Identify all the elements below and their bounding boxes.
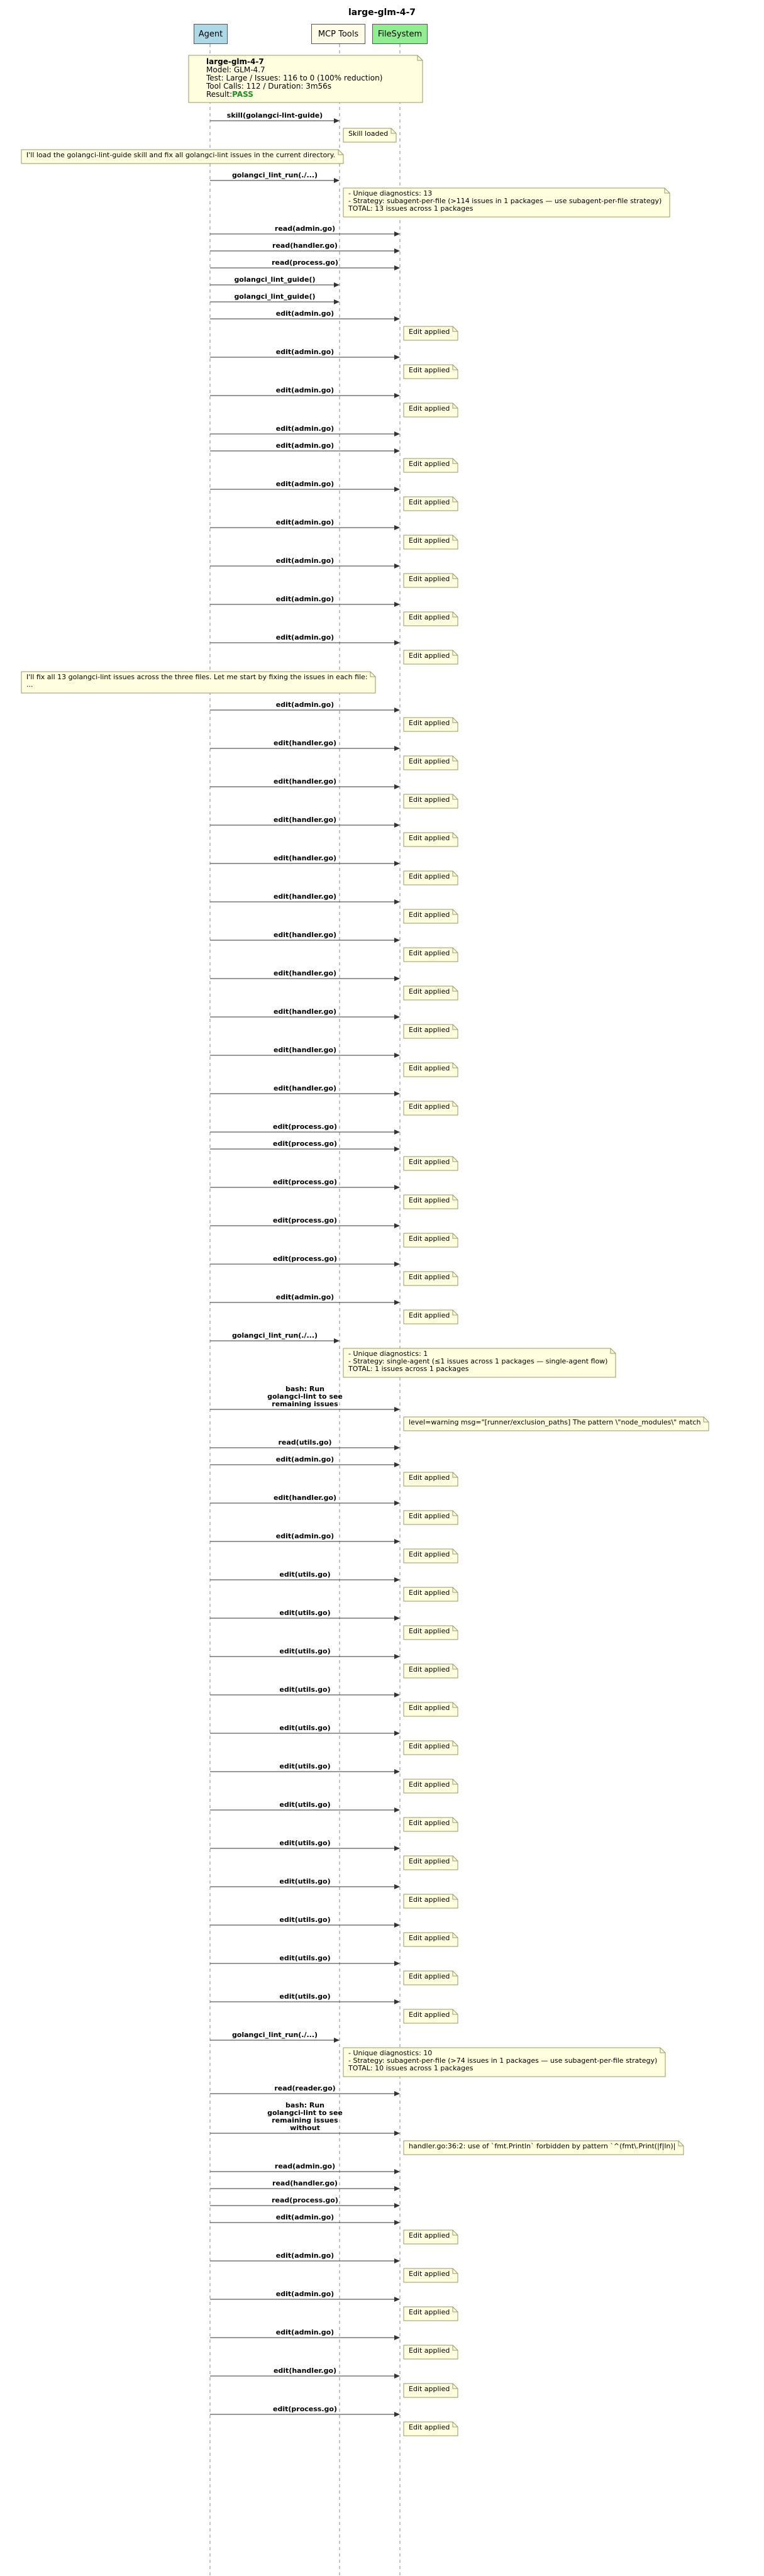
note-text: Edit applied bbox=[409, 366, 450, 374]
message-label: edit(utils.go) bbox=[279, 1570, 331, 1579]
note-text: I'll load the golangci-lint-guide skill and fix all golangci-lint issues in the current directory. bbox=[26, 151, 336, 159]
message-label: edit(process.go) bbox=[273, 1123, 337, 1131]
message-arrow-head bbox=[334, 1338, 340, 1343]
note-text: - Strategy: single-agent (≤1 issues across 1 packages — single-agent flow) bbox=[348, 1357, 608, 1365]
note-text: Edit applied bbox=[409, 328, 450, 336]
message-label: edit(admin.go) bbox=[275, 2328, 335, 2336]
note-text: Edit applied bbox=[409, 575, 450, 583]
message-arrow-head bbox=[394, 2297, 400, 2302]
note-text: Edit applied bbox=[409, 1589, 450, 1597]
message-arrow-head bbox=[334, 299, 340, 304]
message-label: read(handler.go) bbox=[272, 2179, 338, 2187]
note-text: Edit applied bbox=[409, 1102, 450, 1111]
message-arrow-head bbox=[394, 1923, 400, 1928]
note-text: Edit applied bbox=[409, 834, 450, 842]
note-text: Edit applied bbox=[409, 1665, 450, 1674]
message-arrow-head bbox=[394, 1616, 400, 1621]
message-label: bash: Run bbox=[285, 2101, 325, 2109]
message-label: edit(process.go) bbox=[273, 1178, 337, 1186]
note-text: Edit applied bbox=[409, 987, 450, 996]
summary-result-label: Result: bbox=[206, 90, 233, 99]
message-label: edit(admin.go) bbox=[275, 2213, 335, 2221]
message-arrow-head bbox=[394, 784, 400, 789]
message-arrow-head bbox=[334, 282, 340, 287]
message-arrow-head bbox=[394, 1692, 400, 1697]
message-label: edit(admin.go) bbox=[275, 1455, 335, 1463]
message-label: golangci_lint_run(./...) bbox=[231, 171, 318, 179]
message-arrow-head bbox=[394, 1501, 400, 1506]
message-label: edit(utils.go) bbox=[279, 1685, 331, 1694]
note-text: TOTAL: 1 issues across 1 packages bbox=[348, 1365, 469, 1373]
note-text: Edit applied bbox=[409, 1896, 450, 1904]
note-text: Edit applied bbox=[409, 2308, 450, 2316]
note-text: Edit applied bbox=[409, 1934, 450, 1942]
note-text: - Unique diagnostics: 13 bbox=[348, 189, 433, 197]
message-arrow-head bbox=[394, 1053, 400, 1058]
message-label: edit(admin.go) bbox=[275, 425, 335, 433]
message-arrow-head bbox=[394, 1654, 400, 1659]
message-arrow-head bbox=[394, 1884, 400, 1889]
message-label: edit(admin.go) bbox=[275, 348, 335, 356]
message-label: edit(admin.go) bbox=[275, 2251, 335, 2260]
message-label: edit(handler.go) bbox=[273, 1494, 337, 1502]
message-arrow-head bbox=[394, 708, 400, 713]
note-text: Edit applied bbox=[409, 1026, 450, 1034]
message-arrow-head bbox=[394, 1146, 400, 1152]
message-arrow-head bbox=[394, 1185, 400, 1190]
note-text: - Unique diagnostics: 10 bbox=[348, 2049, 433, 2057]
message-label: edit(process.go) bbox=[273, 1140, 337, 1148]
message-arrow-head bbox=[394, 640, 400, 645]
message-label: edit(utils.go) bbox=[279, 1877, 331, 1885]
note-text: Edit applied bbox=[409, 2231, 450, 2240]
message-arrow-head bbox=[394, 1539, 400, 1544]
message-arrow-head bbox=[394, 1407, 400, 1412]
message-label: golangci_lint_guide() bbox=[234, 292, 316, 301]
note-text: Edit applied bbox=[409, 1158, 450, 1166]
message-arrow-head bbox=[394, 1300, 400, 1305]
note-text: Edit applied bbox=[409, 498, 450, 506]
note-text: - Strategy: subagent-per-file (>74 issues in 1 packages — use subagent-per-file strategy) bbox=[348, 2057, 658, 2065]
message-label: edit(utils.go) bbox=[279, 1724, 331, 1732]
message-arrow-head bbox=[394, 2258, 400, 2263]
message-arrow-head bbox=[394, 448, 400, 453]
note-text: TOTAL: 13 issues across 1 packages bbox=[348, 204, 473, 213]
note-text: Edit applied bbox=[409, 1550, 450, 1558]
note-text: ... bbox=[26, 680, 33, 689]
message-arrow-head bbox=[394, 2203, 400, 2208]
note-text: level=warning msg="[runner/exclusion_paths] The pattern \"node_modules\" match bbox=[409, 1418, 701, 1426]
note-text: Edit applied bbox=[409, 1742, 450, 1750]
message-label: edit(handler.go) bbox=[273, 1008, 337, 1016]
note-text: Edit applied bbox=[409, 1235, 450, 1243]
message-arrow-head bbox=[394, 861, 400, 866]
message-arrow-head bbox=[394, 823, 400, 828]
message-label: edit(handler.go) bbox=[273, 854, 337, 862]
message-label: edit(handler.go) bbox=[273, 2367, 337, 2375]
note-text: Edit applied bbox=[409, 1780, 450, 1789]
message-arrow-head bbox=[394, 564, 400, 569]
message-label: edit(handler.go) bbox=[273, 1046, 337, 1054]
message-arrow-head bbox=[394, 1731, 400, 1736]
note-text: TOTAL: 10 issues across 1 packages bbox=[348, 2064, 473, 2072]
message-label: skill(golangci-lint-guide) bbox=[226, 111, 323, 119]
message-arrow-head bbox=[394, 1769, 400, 1774]
message-arrow-head bbox=[394, 899, 400, 904]
message-label: edit(handler.go) bbox=[273, 969, 337, 977]
message-label: read(admin.go) bbox=[274, 2162, 336, 2170]
message-label: edit(handler.go) bbox=[273, 892, 337, 901]
message-label: edit(admin.go) bbox=[275, 595, 335, 603]
message-arrow-head bbox=[394, 2373, 400, 2379]
message-label: edit(admin.go) bbox=[275, 480, 335, 488]
message-label: edit(admin.go) bbox=[275, 518, 335, 526]
summary-title: large-glm-4-7 bbox=[206, 57, 264, 66]
message-label: edit(admin.go) bbox=[275, 386, 335, 394]
message-label: edit(utils.go) bbox=[279, 1839, 331, 1847]
note-text: Edit applied bbox=[409, 404, 450, 413]
note-text: Edit applied bbox=[409, 1819, 450, 1827]
message-arrow-head bbox=[394, 1130, 400, 1135]
message-arrow-head bbox=[394, 1961, 400, 1966]
message-label: edit(handler.go) bbox=[273, 777, 337, 786]
message-arrow-head bbox=[394, 393, 400, 398]
note-text: Edit applied bbox=[409, 796, 450, 804]
note-text: Edit applied bbox=[409, 1627, 450, 1635]
note-text: Edit applied bbox=[409, 536, 450, 545]
message-label: edit(utils.go) bbox=[279, 1954, 331, 1962]
message-label: read(process.go) bbox=[272, 2196, 338, 2204]
message-arrow-head bbox=[394, 265, 400, 270]
note-text: Edit applied bbox=[409, 613, 450, 621]
message-arrow-head bbox=[334, 2038, 340, 2043]
message-label: read(admin.go) bbox=[274, 225, 336, 233]
message-arrow-head bbox=[394, 2169, 400, 2174]
message-label: edit(utils.go) bbox=[279, 1762, 331, 1770]
message-arrow-head bbox=[394, 2412, 400, 2417]
note-text: Edit applied bbox=[409, 1474, 450, 1482]
message-label: edit(admin.go) bbox=[275, 701, 335, 709]
note-text: Edit applied bbox=[409, 1857, 450, 1865]
message-arrow-head bbox=[394, 525, 400, 530]
diagram-title: large-glm-4-7 bbox=[348, 8, 416, 18]
note-text: Edit applied bbox=[409, 460, 450, 468]
message-label: golangci_lint_run(./...) bbox=[231, 2031, 318, 2039]
message-label: edit(admin.go) bbox=[275, 633, 335, 641]
message-label: edit(handler.go) bbox=[273, 931, 337, 939]
note-text: Edit applied bbox=[409, 1512, 450, 1520]
note-text: Skill loaded bbox=[348, 130, 389, 138]
message-arrow-head bbox=[394, 1999, 400, 2004]
message-arrow-head bbox=[394, 2186, 400, 2191]
message-label: golangci-lint to see bbox=[267, 1392, 343, 1401]
note-text: handler.go:36:2: use of `fmt.Println` forbidden by pattern `^(fmt\.Print(|f|ln)| bbox=[409, 2142, 676, 2150]
message-label: edit(admin.go) bbox=[275, 309, 335, 318]
message-label: edit(handler.go) bbox=[273, 739, 337, 747]
message-arrow-head bbox=[394, 938, 400, 943]
message-arrow-head bbox=[394, 431, 400, 436]
message-arrow-head bbox=[394, 1091, 400, 1096]
note-text: Edit applied bbox=[409, 1273, 450, 1281]
summary-line: Model: GLM-4.7 bbox=[206, 65, 265, 74]
message-arrow-head bbox=[394, 1807, 400, 1813]
note-text: Edit applied bbox=[409, 757, 450, 765]
message-label: remaining issues bbox=[272, 2116, 338, 2124]
note-text: Edit applied bbox=[409, 872, 450, 880]
note-text: I'll fix all 13 golangci-lint issues across the three files. Let me start by fixing the issues in each file: bbox=[26, 673, 368, 681]
message-arrow-head bbox=[394, 1577, 400, 1582]
message-label: edit(handler.go) bbox=[273, 1084, 337, 1092]
message-label: edit(utils.go) bbox=[279, 1992, 331, 2001]
message-label: edit(admin.go) bbox=[275, 1293, 335, 1301]
message-label: without bbox=[290, 2124, 320, 2132]
message-label: golangci_lint_guide() bbox=[234, 275, 316, 284]
message-arrow-head bbox=[394, 355, 400, 360]
note-text: - Strategy: subagent-per-file (>114 issues in 1 packages — use subagent-per-file strategy) bbox=[348, 197, 662, 205]
note-text: Edit applied bbox=[409, 911, 450, 919]
note-text: Edit applied bbox=[409, 1064, 450, 1072]
message-label: edit(utils.go) bbox=[279, 1916, 331, 1924]
message-label: bash: Run bbox=[285, 1385, 325, 1393]
message-label: read(handler.go) bbox=[272, 242, 338, 250]
note-text: Edit applied bbox=[409, 652, 450, 660]
message-label: remaining issues bbox=[272, 1400, 338, 1408]
message-arrow-head bbox=[394, 1445, 400, 1450]
message-label: edit(process.go) bbox=[273, 1216, 337, 1224]
message-label: edit(utils.go) bbox=[279, 1801, 331, 1809]
message-arrow-head bbox=[334, 178, 340, 183]
message-arrow-head bbox=[394, 248, 400, 253]
note-text: Edit applied bbox=[409, 2270, 450, 2278]
message-label: edit(admin.go) bbox=[275, 557, 335, 565]
message-arrow-head bbox=[394, 1846, 400, 1851]
message-label: edit(process.go) bbox=[273, 2405, 337, 2413]
message-label: golangci_lint_run(./...) bbox=[231, 1331, 318, 1340]
message-label: read(process.go) bbox=[272, 258, 338, 267]
message-arrow-head bbox=[394, 746, 400, 751]
message-label: edit(handler.go) bbox=[273, 816, 337, 824]
summary-line: Tool Calls: 112 / Duration: 3m56s bbox=[206, 82, 332, 91]
message-arrow-head bbox=[394, 1223, 400, 1228]
summary-line: Test: Large / Issues: 116 to 0 (100% reduction) bbox=[206, 74, 383, 82]
message-label: edit(utils.go) bbox=[279, 1647, 331, 1655]
message-label: edit(admin.go) bbox=[275, 1532, 335, 1540]
note-text: Edit applied bbox=[409, 2346, 450, 2355]
note-text: Edit applied bbox=[409, 1972, 450, 1980]
note-text: Edit applied bbox=[409, 2011, 450, 2019]
note-text: Edit applied bbox=[409, 949, 450, 957]
message-arrow-head bbox=[394, 602, 400, 607]
message-arrow-head bbox=[394, 2091, 400, 2096]
message-label: edit(process.go) bbox=[273, 1255, 337, 1263]
message-arrow-head bbox=[394, 1462, 400, 1467]
participant-filesystem: FileSystem bbox=[372, 24, 428, 44]
note-text: Edit applied bbox=[409, 1196, 450, 1204]
message-arrow-head bbox=[334, 118, 340, 123]
message-arrow-head bbox=[394, 2220, 400, 2225]
message-label: edit(utils.go) bbox=[279, 1609, 331, 1617]
participant-agent: Agent bbox=[194, 24, 228, 44]
message-arrow-head bbox=[394, 976, 400, 981]
message-arrow-head bbox=[394, 2335, 400, 2340]
note-text: Edit applied bbox=[409, 1311, 450, 1319]
note-text: Edit applied bbox=[409, 2385, 450, 2393]
message-arrow-head bbox=[394, 1014, 400, 1019]
message-arrow-head bbox=[394, 2131, 400, 2136]
message-label: read(reader.go) bbox=[274, 2084, 336, 2092]
message-arrow-head bbox=[394, 231, 400, 236]
note-text: Edit applied bbox=[409, 1704, 450, 1712]
message-label: edit(admin.go) bbox=[275, 441, 335, 450]
note-text: - Unique diagnostics: 1 bbox=[348, 1350, 428, 1358]
message-arrow-head bbox=[394, 1262, 400, 1267]
note-text: Edit applied bbox=[409, 719, 450, 727]
message-arrow-head bbox=[394, 316, 400, 321]
summary-result-value: PASS bbox=[232, 90, 253, 99]
message-arrow-head bbox=[394, 487, 400, 492]
message-label: edit(admin.go) bbox=[275, 2290, 335, 2298]
participant-mcp-tools: MCP Tools bbox=[311, 24, 365, 44]
message-label: read(utils.go) bbox=[278, 1438, 332, 1446]
note-text: Edit applied bbox=[409, 2423, 450, 2431]
message-label: golangci-lint to see bbox=[267, 2109, 343, 2117]
